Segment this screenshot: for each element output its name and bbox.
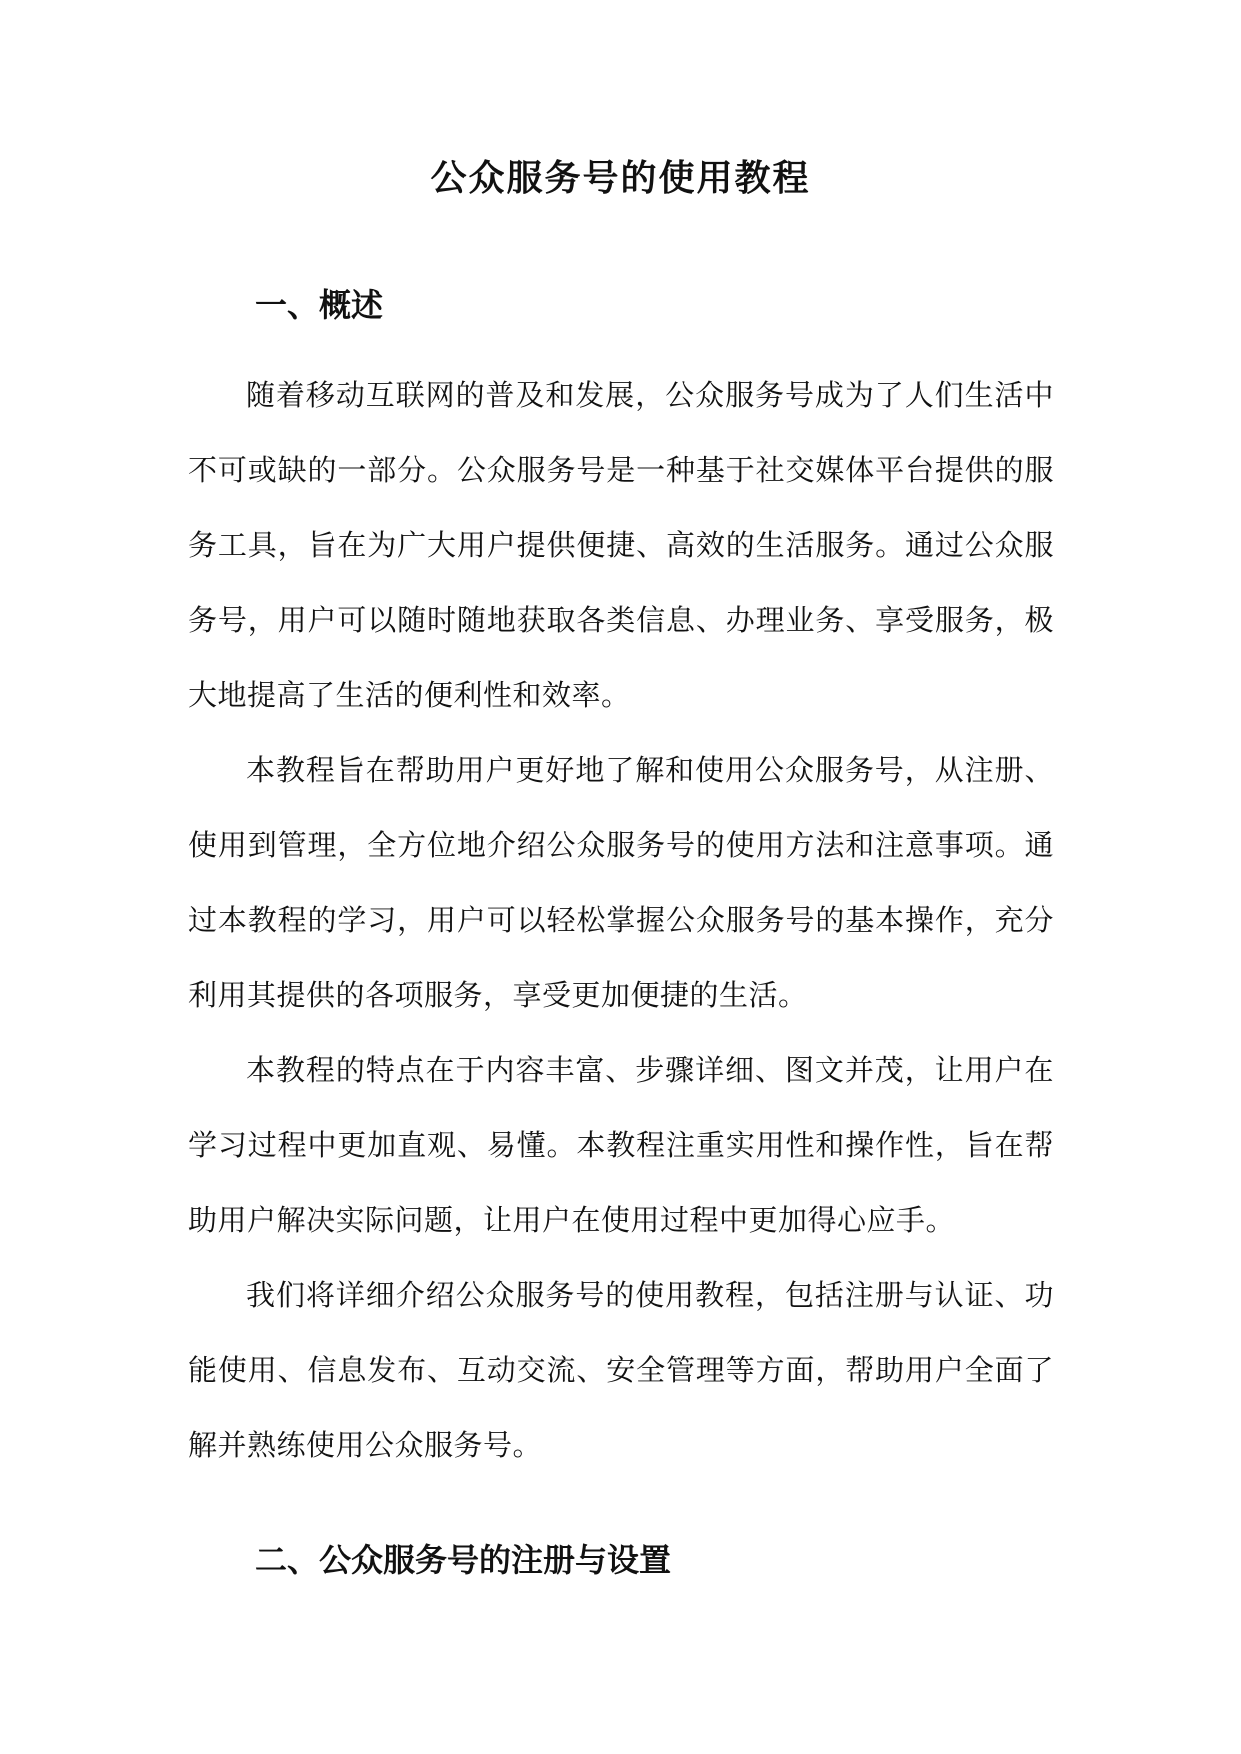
paragraph: 本教程旨在帮助用户更好地了解和使用公众服务号，从注册、使用到管理，全方位地介绍公众服务号的使用方法和注意事项。通过本教程的学习，用户可以轻松掌握公众服务号的基本操作，充分利用其提供的各项服务，享受更加便捷的生活。 bbox=[188, 753, 1054, 1012]
paragraph: 我们将详细介绍公众服务号的使用教程，包括注册与认证、功能使用、信息发布、互动交流、安全管理等方面，帮助用户全面了解并熟练使用公众服务号。 bbox=[188, 1278, 1054, 1462]
section-heading-registration: 二、公众服务号的注册与设置 bbox=[255, 1541, 672, 1579]
document-title: 公众服务号的使用教程 bbox=[430, 157, 811, 199]
section-heading-overview: 一、概述 bbox=[255, 286, 384, 324]
paragraph: 随着移动互联网的普及和发展，公众服务号成为了人们生活中不可或缺的一部分。公众服务号是一种基于社交媒体平台提供的服务工具，旨在为广大用户提供便捷、高效的生活服务。通过公众服务号，用户可以随时随地获取各类信息、办理业务、享受服务，极大地提高了生活的便利性和效率。 bbox=[188, 378, 1054, 712]
paragraph: 本教程的特点在于内容丰富、步骤详细、图文并茂，让用户在学习过程中更加直观、易懂。本教程注重实用性和操作性，旨在帮助用户解决实际问题，让用户在使用过程中更加得心应手。 bbox=[188, 1053, 1054, 1237]
overview-body bbox=[188, 358, 1054, 1483]
